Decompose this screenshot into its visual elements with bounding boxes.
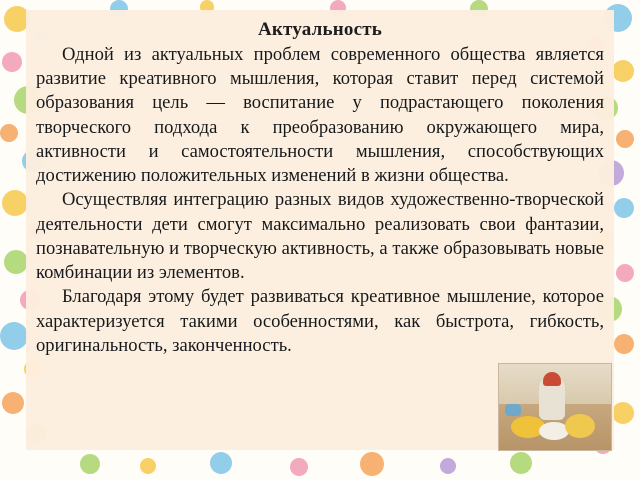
confetti-dot — [616, 130, 634, 148]
confetti-dot — [360, 452, 384, 476]
confetti-dot — [290, 458, 308, 476]
confetti-dot — [0, 322, 28, 350]
photo-thumbnail — [498, 363, 612, 451]
confetti-dot — [614, 334, 634, 354]
confetti-dot — [0, 124, 18, 142]
confetti-dot — [612, 60, 634, 82]
confetti-dot — [2, 190, 28, 216]
confetti-dot — [4, 250, 28, 274]
confetti-dot — [440, 458, 456, 474]
photo-blue-object — [505, 404, 521, 416]
photo-doll-head — [543, 372, 561, 386]
paragraph-2: Осуществляя интеграцию разных видов художественно-творческой деятельности дети смогут максимально реализовать свои фантазии, познавательную и творческую активность, а также образовывать новые комбинации из элементов. — [36, 189, 604, 283]
confetti-dot — [2, 392, 24, 414]
confetti-dot — [612, 402, 634, 424]
photo-yellow-object-2 — [565, 414, 595, 438]
confetti-dot — [210, 452, 232, 474]
confetti-dot — [510, 452, 532, 474]
confetti-dot — [614, 198, 634, 218]
confetti-dot — [616, 264, 634, 282]
confetti-dot — [2, 52, 22, 72]
paragraph-1: Одной из актуальных проблем современного общества является развитие креативного мышления, которая ставит перед системой образования цель — воспитание у подрастающего поколения творческого подхода к преобразованию окружающего мира, активности и самостоятельности мышления, способствующих достижению положительных изменений в жизни общества. — [36, 43, 604, 186]
confetti-dot — [80, 454, 100, 474]
slide-title: Актуальность — [257, 19, 383, 40]
paragraph-3: Благодаря этому будет развиваться креативное мышление, которое характеризуется такими особенностями, как быстрота, гибкость, оригинальность, законченность. — [36, 286, 604, 356]
confetti-dot — [140, 458, 156, 474]
